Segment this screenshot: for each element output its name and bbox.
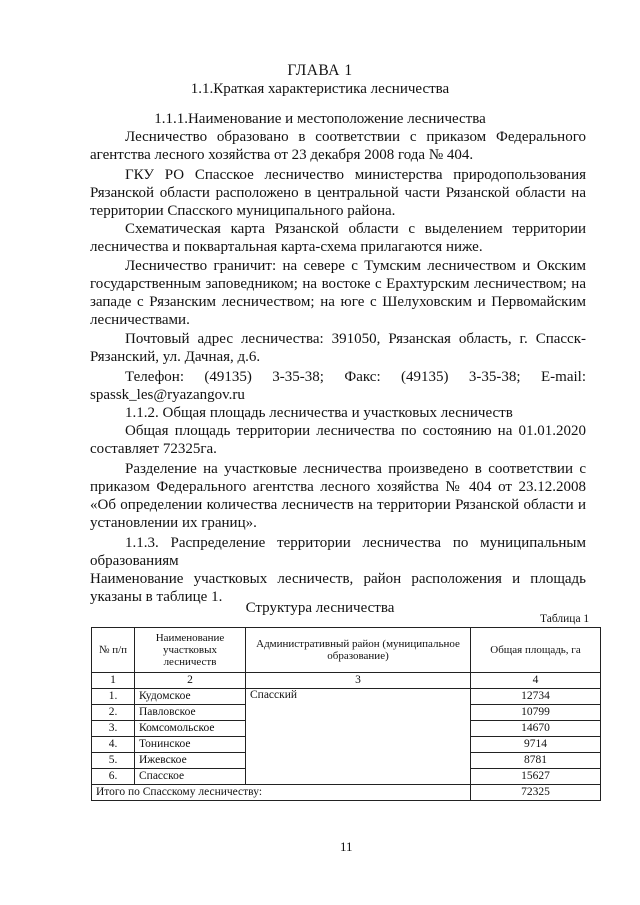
- row-name: Павловское: [135, 705, 246, 721]
- row-region: Спасский: [246, 689, 471, 785]
- row-area: 10799: [471, 705, 601, 721]
- colnum-2: 2: [135, 673, 246, 689]
- row-number: 5.: [92, 753, 135, 769]
- table-header-row: [92, 628, 601, 673]
- email-address: spassk_les@ryazangov.ru: [90, 387, 245, 403]
- subsection-2-title: 1.1.2. Общая площадь лесничества и участковых лесничеств: [125, 405, 513, 421]
- row-area: 8781: [471, 753, 601, 769]
- row-number: 4.: [92, 737, 135, 753]
- row-name: Кудомское: [135, 689, 246, 705]
- header-region: Административный район (муниципальное образование): [246, 628, 471, 673]
- table-title: Структура лесничества: [245, 600, 395, 616]
- row-number: 2.: [92, 705, 135, 721]
- colnum-3: 3: [246, 673, 471, 689]
- p9-line-2: образованиям: [90, 553, 179, 569]
- p2-line-3: территории Спасского муниципального района.: [90, 203, 396, 219]
- p5-line-2: Рязанский, ул. Дачная, д.6.: [90, 349, 261, 365]
- row-area: 9714: [471, 737, 601, 753]
- header-number: № п/п: [92, 628, 135, 673]
- p4-line-3: западе с Рязанским лесничеством; на юге с Шелуховским и Первомайским: [90, 294, 586, 310]
- p8-line-2: приказом Федерального агентства лесного хозяйства № 404 от 23.12.2008: [90, 479, 586, 495]
- row-name: Ижевское: [135, 753, 246, 769]
- structure-table: [91, 627, 601, 801]
- p3-line-1: Схематическая карта Рязанской области с выделением территории: [125, 221, 586, 237]
- row-number: 1.: [92, 689, 135, 705]
- p2-line-2: Рязанской области расположено в центральной части Рязанской области на: [90, 185, 586, 201]
- header-area: Общая площадь, га: [471, 628, 601, 673]
- total-area: 72325: [471, 785, 601, 801]
- header-name: Наименование участковых лесничеств: [135, 628, 246, 673]
- p8-line-1: Разделение на участковые лесничества произведено в соответствии с: [125, 461, 586, 477]
- row-number: 3.: [92, 721, 135, 737]
- row-name: Комсомольское: [135, 721, 246, 737]
- table-row: [92, 689, 601, 705]
- table-colnum-row: [92, 673, 601, 689]
- p9-line-1: 1.1.3. Распределение территории лесничества по муниципальным: [125, 535, 586, 551]
- p8-line-4: установлении их границ».: [90, 515, 257, 531]
- p4-line-4: лесничествами.: [90, 312, 190, 328]
- colnum-4: 4: [471, 673, 601, 689]
- p2-line-1: ГКУ РО Спасское лесничество министерства природопользования: [125, 167, 586, 183]
- colnum-1: 1: [92, 673, 135, 689]
- row-area: 15627: [471, 769, 601, 785]
- p10-line-2: указаны в таблице 1.: [90, 589, 223, 605]
- row-area: 14670: [471, 721, 601, 737]
- total-label: Итого по Спасскому лесничеству:: [92, 785, 471, 801]
- p8-line-3: «Об определении количества лесничеств на территории Рязанской области и: [90, 497, 586, 513]
- row-name: Тонинское: [135, 737, 246, 753]
- p4-line-1: Лесничество граничит: на севере с Тумским лесничеством и Окским: [125, 258, 586, 274]
- section-title: 1.1.Краткая характеристика лесничества: [190, 81, 450, 97]
- p1-line-1: Лесничество образовано в соответствии с приказом Федерального: [125, 129, 586, 145]
- p4-line-2: государственным заповедником; на востоке с Ерахтурским лесничеством; на: [90, 276, 586, 292]
- p5-line-1: Почтовый адрес лесничества: 391050, Рязанская область, г. Спасск-: [125, 331, 586, 347]
- row-number: 6.: [92, 769, 135, 785]
- p7-line-1: Общая площадь территории лесничества по состоянию на 01.01.2020: [125, 423, 586, 439]
- p3-line-2: лесничества и поквартальная карта-схема прилагаются ниже.: [90, 239, 483, 255]
- chapter-title: ГЛАВА 1: [287, 62, 353, 79]
- row-name: Спасское: [135, 769, 246, 785]
- table-label: Таблица 1: [540, 613, 590, 625]
- p7-line-2: составляет 72325га.: [90, 441, 217, 457]
- table-total-row: [92, 785, 601, 801]
- p1-line-2: агентства лесного хозяйства от 23 декабря 2008 года № 404.: [90, 147, 474, 163]
- row-area: 12734: [471, 689, 601, 705]
- page-number: 11: [340, 839, 353, 854]
- p10-line-1: Наименование участковых лесничеств, район расположения и площадь: [90, 571, 586, 587]
- p6-line-1: Телефон: (49135) 3-35-38; Факс: (49135) 3-35-38; E-mail:: [125, 369, 586, 385]
- subsection-1-title: 1.1.1.Наименование и местоположение лесничества: [154, 111, 486, 127]
